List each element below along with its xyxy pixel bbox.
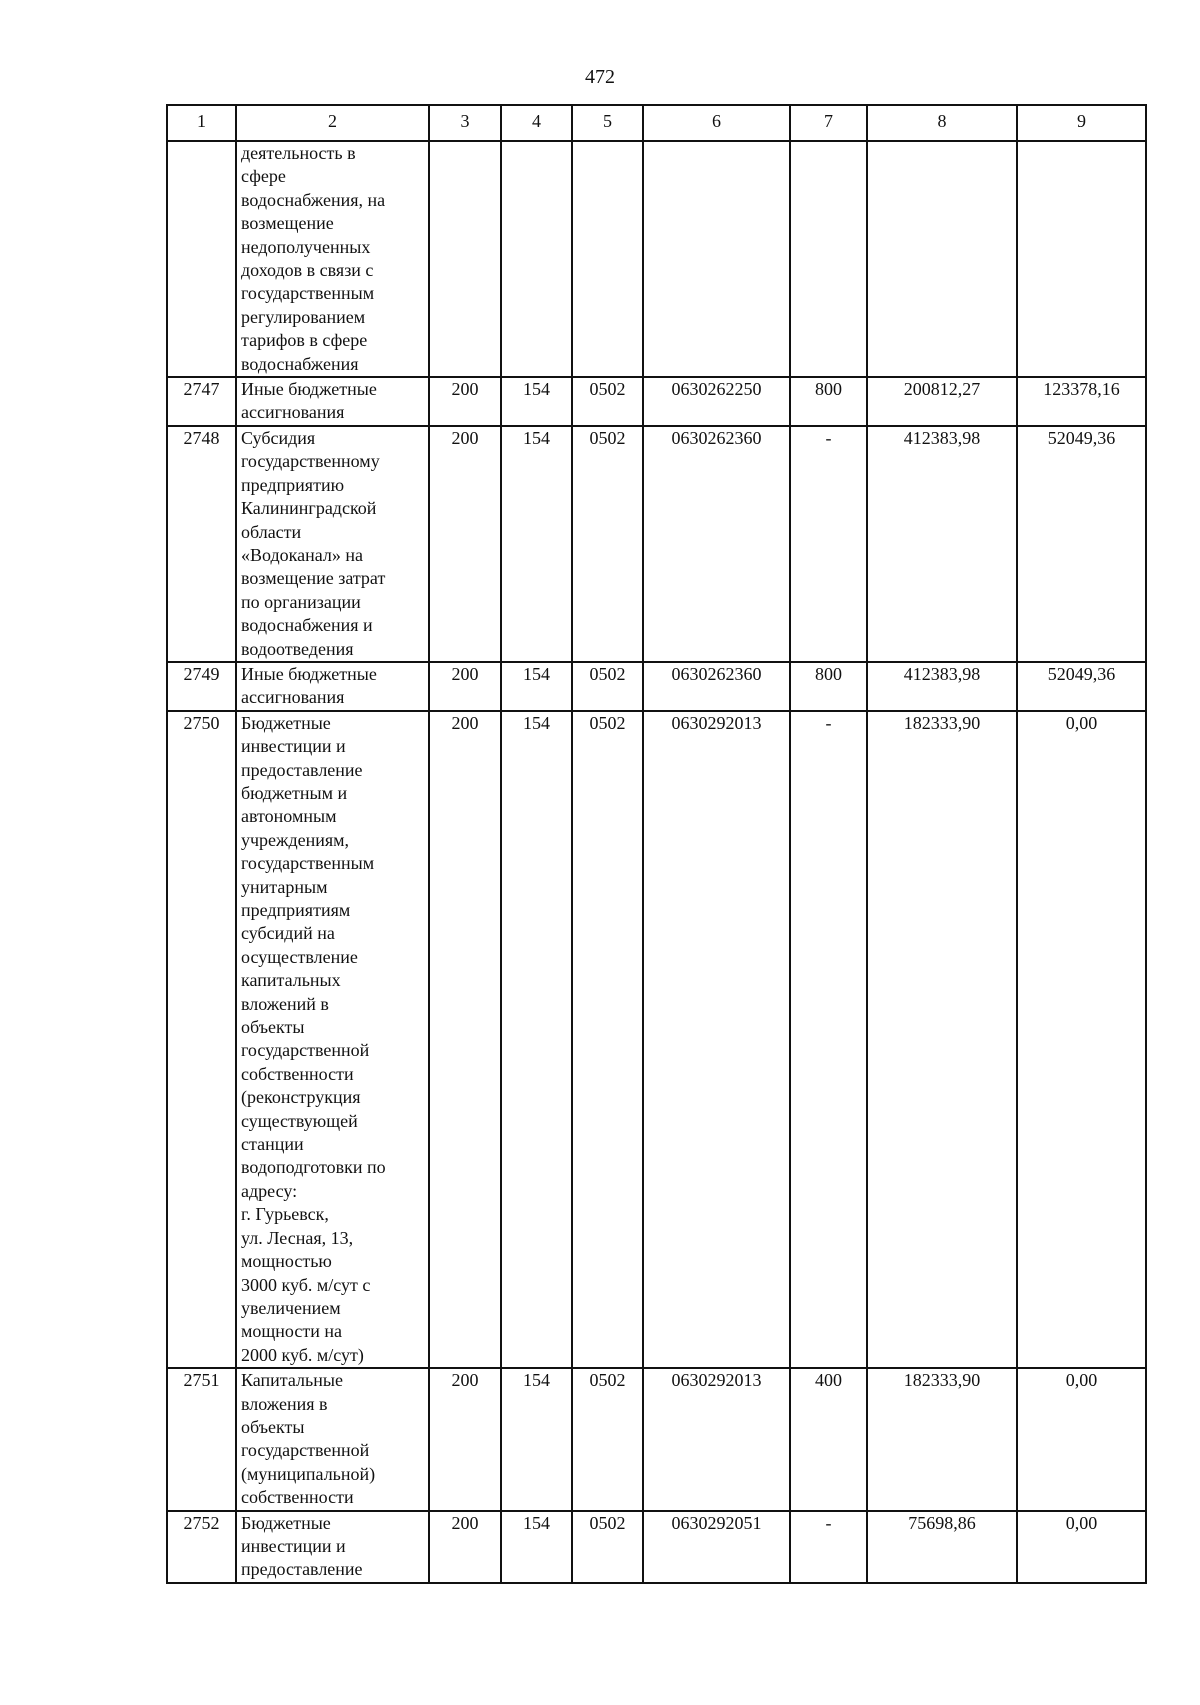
table-row [167, 377, 1146, 426]
row-name: Субсидия государственному предприятию Калининградской области «Водоканал» на возмещение затрат по организации водоснабжения и водоотведения [236, 426, 429, 662]
row-number: 2747 [167, 377, 236, 426]
row-col-7: - [790, 1511, 867, 1583]
row-col-3 [429, 141, 501, 377]
row-col-9: 0,00 [1017, 1368, 1146, 1510]
table-row [167, 711, 1146, 1368]
header-cell-7: 7 [790, 105, 867, 141]
row-col-4: 154 [501, 377, 572, 426]
row-col-8: 200812,27 [867, 377, 1017, 426]
row-col-6: 0630262360 [643, 662, 790, 711]
row-col-9: 52049,36 [1017, 426, 1146, 662]
row-col-6: 0630292013 [643, 1368, 790, 1510]
row-col-9: 123378,16 [1017, 377, 1146, 426]
header-cell-8: 8 [867, 105, 1017, 141]
header-cell-4: 4 [501, 105, 572, 141]
row-col-9 [1017, 141, 1146, 377]
row-name: Бюджетные инвестиции и предоставление бюджетным и автономным учреждениям, государственным унитарным предприятиям субсидий на осуществление капитальных вложений в объекты государственной собственности (реконструкция существующей станции водоподготовки по адресу: г. Гурьевск, ул. Лесная, 13, мощностью 3000 куб. м/сут с увеличением мощности на 2000 куб. м/сут) [236, 711, 429, 1368]
row-col-6: 0630292013 [643, 711, 790, 1368]
row-col-3: 200 [429, 377, 501, 426]
row-col-4 [501, 141, 572, 377]
row-col-4: 154 [501, 426, 572, 662]
row-col-6 [643, 141, 790, 377]
row-col-8 [867, 141, 1017, 377]
row-col-5 [572, 141, 643, 377]
row-name: Бюджетные инвестиции и предоставление [236, 1511, 429, 1583]
row-col-7: - [790, 711, 867, 1368]
row-col-7: 400 [790, 1368, 867, 1510]
row-number [167, 141, 236, 377]
row-col-5: 0502 [572, 662, 643, 711]
row-col-6: 0630262250 [643, 377, 790, 426]
table-row [167, 1368, 1146, 1510]
table-row [167, 662, 1146, 711]
row-col-5: 0502 [572, 711, 643, 1368]
row-col-8: 412383,98 [867, 426, 1017, 662]
row-name: Иные бюджетные ассигнования [236, 662, 429, 711]
row-col-6: 0630292051 [643, 1511, 790, 1583]
header-cell-3: 3 [429, 105, 501, 141]
page-number: 472 [585, 66, 615, 88]
row-col-8: 75698,86 [867, 1511, 1017, 1583]
table-row [167, 141, 1146, 377]
row-col-3: 200 [429, 1368, 501, 1510]
row-number: 2750 [167, 711, 236, 1368]
header-cell-6: 6 [643, 105, 790, 141]
header-cell-2: 2 [236, 105, 429, 141]
header-row [167, 105, 1146, 141]
row-col-4: 154 [501, 711, 572, 1368]
row-col-9: 0,00 [1017, 1511, 1146, 1583]
row-col-5: 0502 [572, 426, 643, 662]
row-col-7: 800 [790, 662, 867, 711]
row-col-5: 0502 [572, 377, 643, 426]
row-number: 2748 [167, 426, 236, 662]
row-col-7 [790, 141, 867, 377]
header-cell-5: 5 [572, 105, 643, 141]
row-col-5: 0502 [572, 1511, 643, 1583]
row-col-8: 412383,98 [867, 662, 1017, 711]
row-col-7: 800 [790, 377, 867, 426]
row-name: Капитальные вложения в объекты государственной (муниципальной) собственности [236, 1368, 429, 1510]
row-col-5: 0502 [572, 1368, 643, 1510]
row-col-3: 200 [429, 662, 501, 711]
row-col-4: 154 [501, 1368, 572, 1510]
row-col-9: 52049,36 [1017, 662, 1146, 711]
row-col-9: 0,00 [1017, 711, 1146, 1368]
row-number: 2751 [167, 1368, 236, 1510]
row-col-3: 200 [429, 711, 501, 1368]
table-row [167, 1511, 1146, 1583]
row-col-6: 0630262360 [643, 426, 790, 662]
row-col-3: 200 [429, 1511, 501, 1583]
budget-table [166, 104, 1147, 1584]
row-name: Иные бюджетные ассигнования [236, 377, 429, 426]
row-col-8: 182333,90 [867, 711, 1017, 1368]
row-number: 2752 [167, 1511, 236, 1583]
row-number: 2749 [167, 662, 236, 711]
row-col-4: 154 [501, 1511, 572, 1583]
row-col-4: 154 [501, 662, 572, 711]
header-cell-9: 9 [1017, 105, 1146, 141]
row-col-3: 200 [429, 426, 501, 662]
row-col-8: 182333,90 [867, 1368, 1017, 1510]
row-name: деятельность в сфере водоснабжения, на возмещение недополученных доходов в связи с государственным регулированием тарифов в сфере водоснабжения [236, 141, 429, 377]
table-row [167, 426, 1146, 662]
header-cell-1: 1 [167, 105, 236, 141]
row-col-7: - [790, 426, 867, 662]
